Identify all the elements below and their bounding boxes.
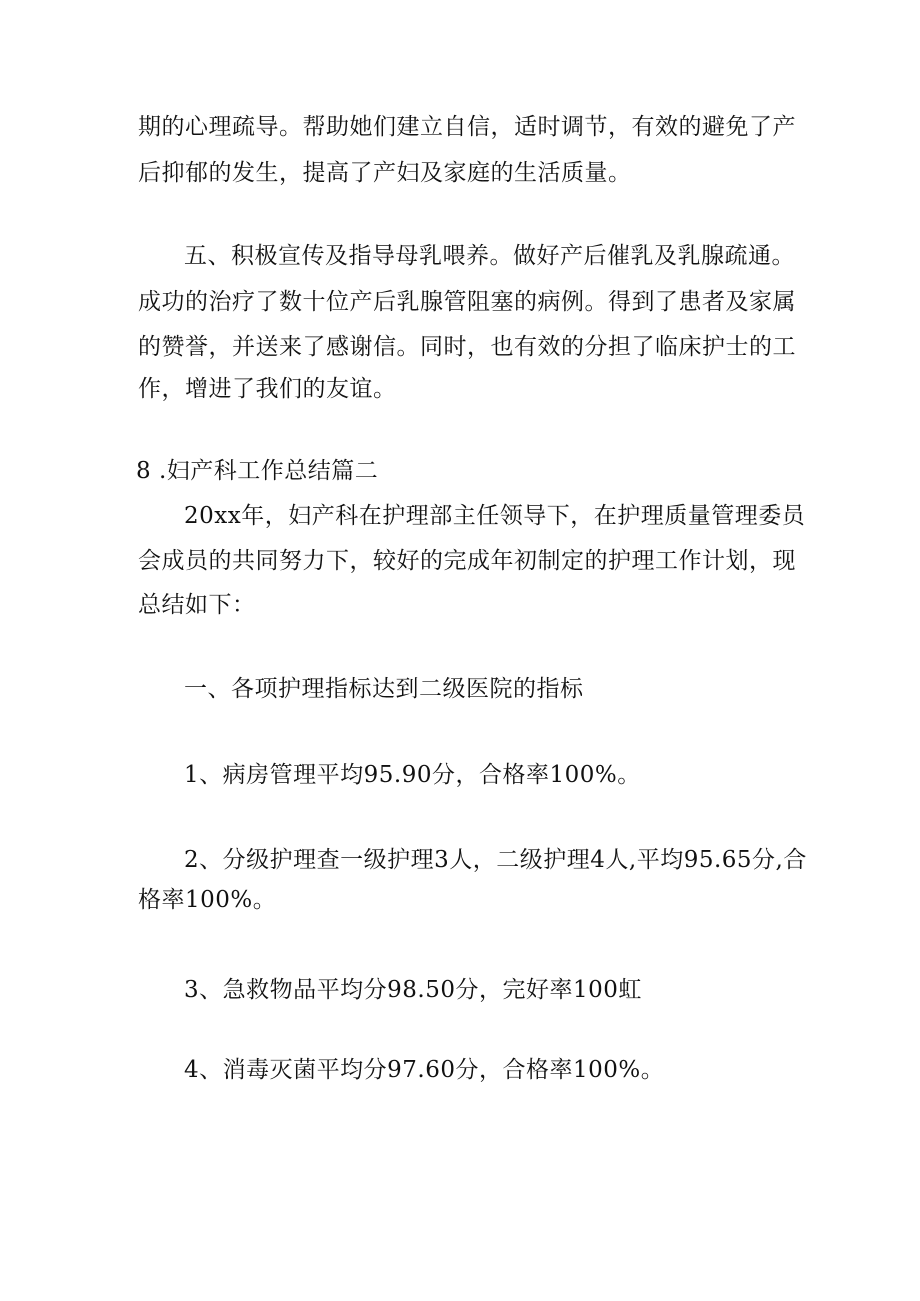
section-heading: 8 .妇产科工作总结篇二 [136,458,379,484]
item-2-line-2: 格率100%。 [138,887,277,913]
paragraph-1-line-2: 后抑郁的发生，提高了产妇及家庭的生活质量。 [138,160,632,186]
paragraph-1-line-1: 期的心理疏导。帮助她们建立自信，适时调节，有效的避免了产 [138,114,796,140]
item-2-line-1: 2、分级护理查一级护理3人，二级护理4人,平均95.65分,合 [184,847,807,873]
paragraph-3-line-1: 20xx年，妇产科在护理部主任领导下，在护理质量管理委员 [184,503,806,529]
subheading-1: 一、各项护理指标达到二级医院的指标 [184,676,584,702]
paragraph-2-line-2: 成功的治疗了数十位产后乳腺管阻塞的病例。得到了患者及家属 [138,289,796,315]
paragraph-3-line-3: 总结如下： [138,592,256,618]
paragraph-2-line-3: 的赞誉，并送来了感谢信。同时，也有效的分担了临床护士的工 [138,334,796,360]
paragraph-2-line-4: 作，增进了我们的友谊。 [138,376,397,402]
paragraph-2-line-1: 五、积极宣传及指导母乳喂养。做好产后催乳及乳腺疏通。 [184,243,795,269]
item-1: 1、病房管理平均95.90分，合格率100%。 [184,762,641,788]
item-3: 3、急救物品平均分98.50分，完好率100虹 [184,977,642,1003]
paragraph-3-line-2: 会成员的共同努力下，较好的完成年初制定的护理工作计划，现 [138,548,796,574]
item-4: 4、消毒灭菌平均分97.60分，合格率100%。 [184,1057,665,1083]
